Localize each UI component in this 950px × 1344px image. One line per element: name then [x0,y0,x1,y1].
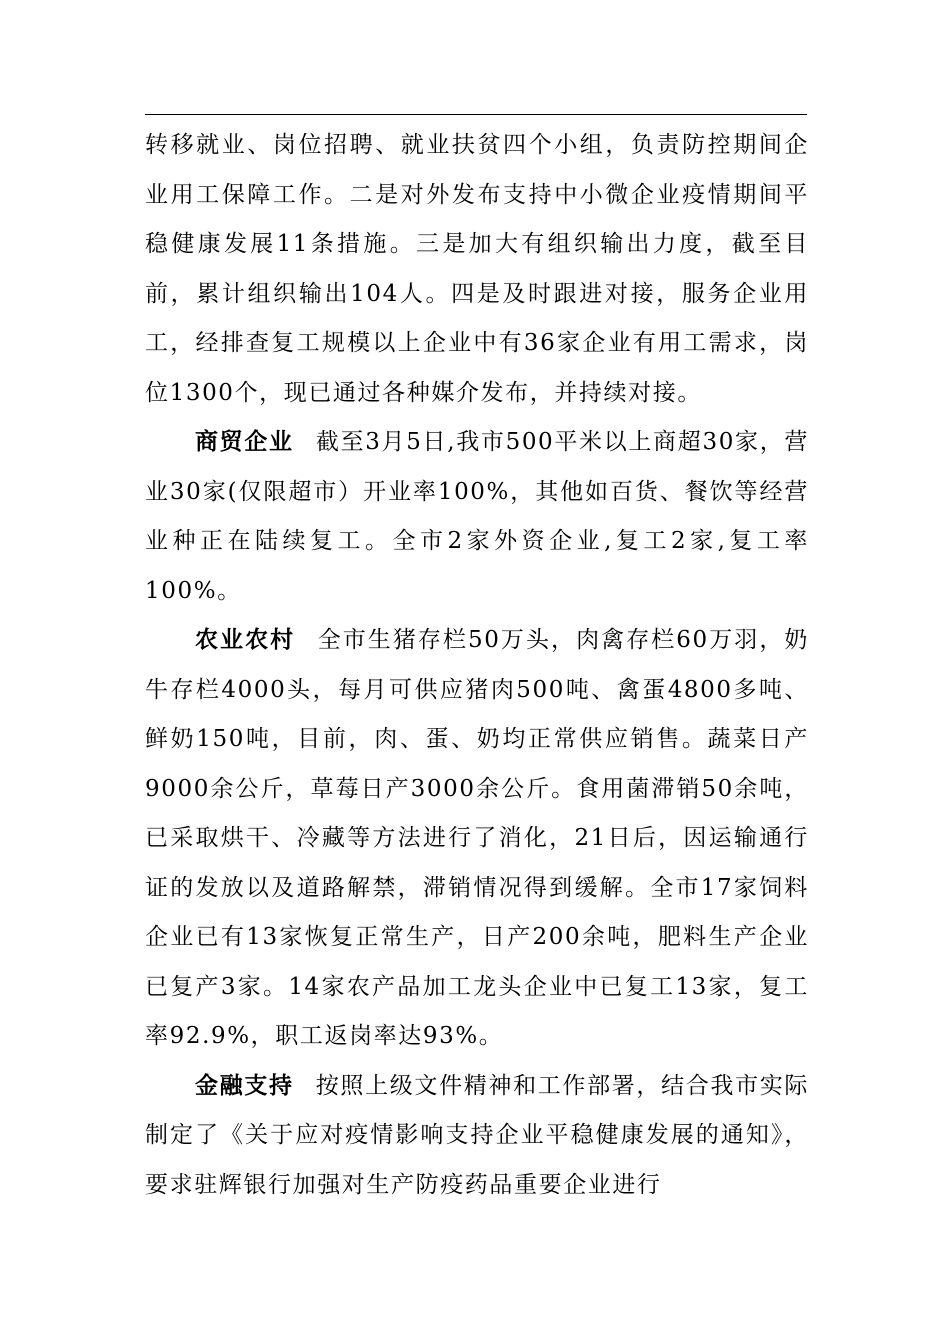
paragraph-text: 转移就业、岗位招聘、就业扶贫四个小组，负责防控期间企业用工保障工作。二是对外发布支持中小微企业疫情期间平稳健康发展11条措施。三是加大有组织输出力度，截至目前，累计组织输出104人。四是及时跟进对接，服务企业用工，经排查复工规模以上企业中有36家企业有用工需求，岗位1300个，现已通过各种媒介发布，并持续对接。 [145,132,809,406]
paragraph-text: 截至3月5日,我市500平米以上商超30家，营业30家(仅限超市）开业率100%，其他如百货、餐饮等经营业种正在陆续复工。全市2家外资企业,复工2家,复工率100%。 [145,429,809,604]
document-body [145,121,809,1210]
header-rule [145,114,807,115]
paragraph-agriculture [145,616,809,1062]
paragraph-employment [145,121,809,418]
paragraph-text: 全市生猪存栏50万头，肉禽存栏60万羽，奶牛存栏4000头，每月可供应猪肉500吨、禽蛋4800多吨、鲜奶150吨，目前，肉、蛋、奶均正常供应销售。蔬菜日产9000余公斤，草莓日产3000余公斤。食用菌滞销50余吨，已采取烘干、冷藏等方法进行了消化，21日后，因运输通行证的发放以及道路解禁，滞销情况得到缓解。全市17家饲料企业已有13家恢复正常生产，日产200余吨，肥料生产企业已复产3家。14家农产品加工龙头企业中已复工13家，复工率92.9%，职工返岗率达93%。 [145,627,809,1049]
paragraph-text: 按照上级文件精神和工作部署，结合我市实际制定了《关于应对疫情影响支持企业平稳健康发展的通知》，要求驻辉银行加强对生产防疫药品重要企业进行 [145,1072,809,1198]
paragraph-commerce [145,418,809,616]
paragraph-finance [145,1062,809,1211]
section-heading-finance: 金融支持 [195,1072,294,1099]
section-heading-agriculture: 农业农村 [195,627,296,653]
section-heading-commerce: 商贸企业 [195,429,294,455]
